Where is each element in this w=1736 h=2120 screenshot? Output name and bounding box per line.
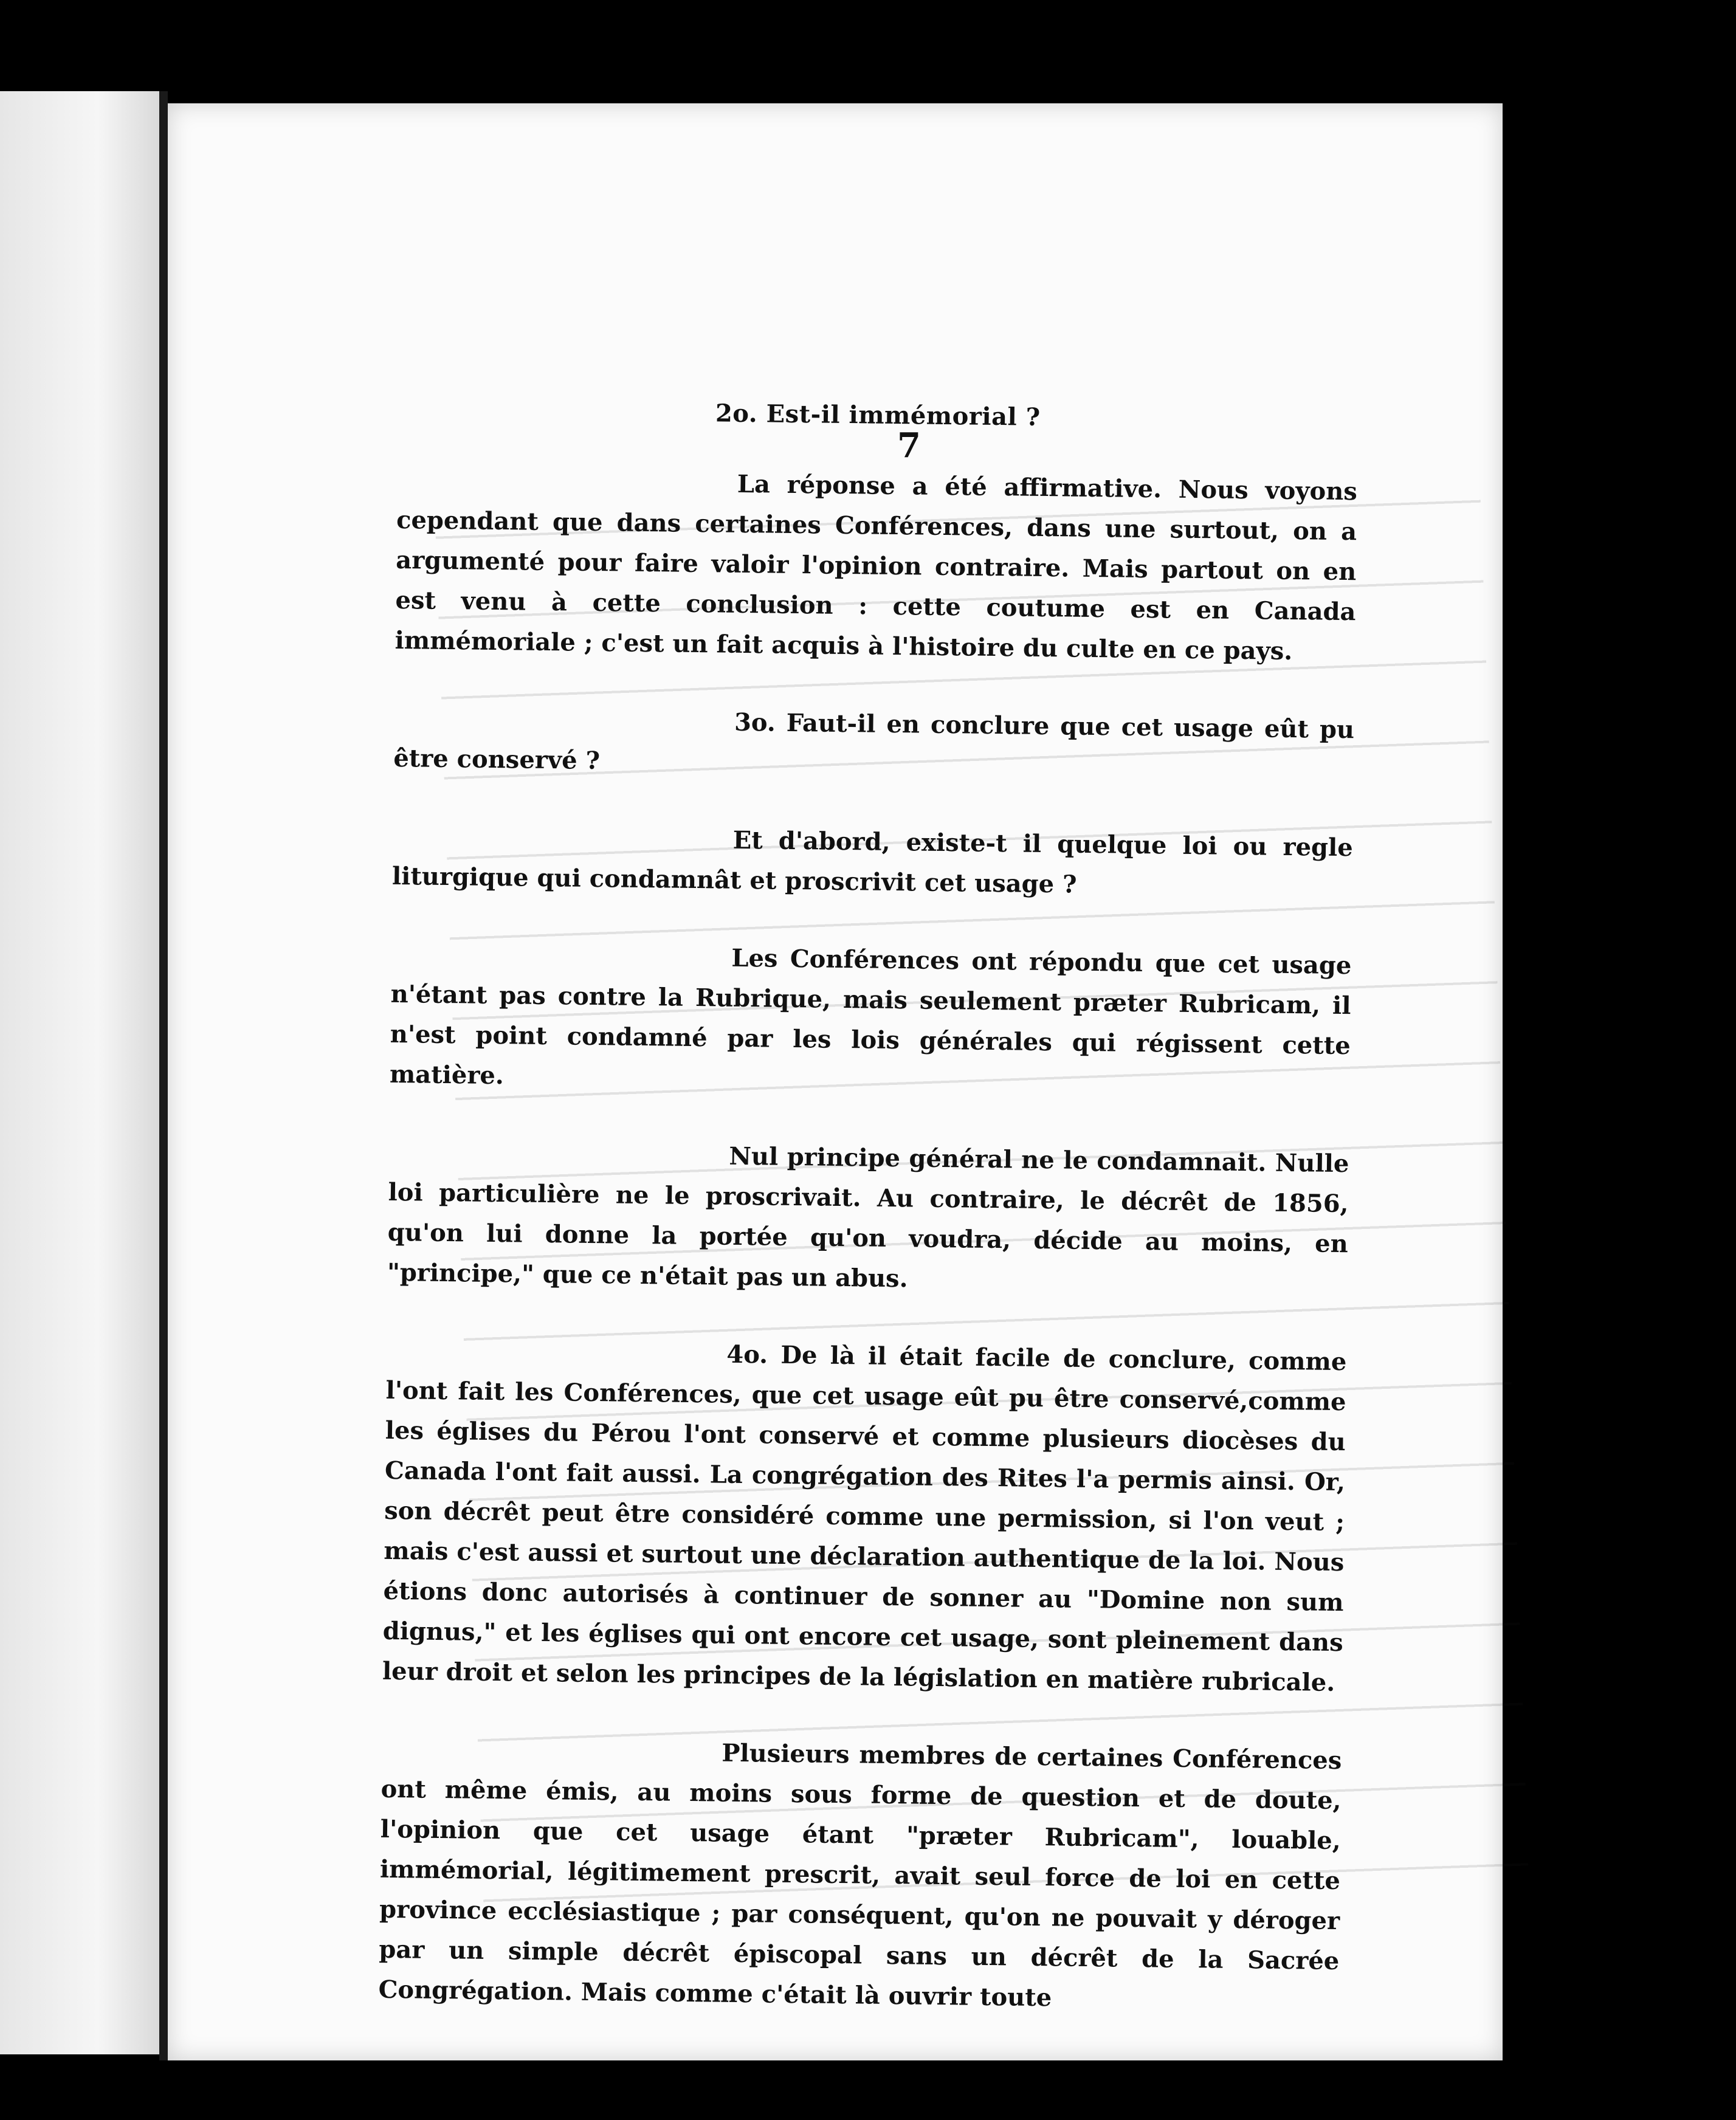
section-heading: 2o. Est-il immémorial ? bbox=[715, 399, 1041, 432]
paragraph-1: La réponse a été affirmative. Nous voyons cependant que dans certaines Conférences, dans une surtout, on a argumenté pour faire valoir l'opinion contraire. Mais partout on en est venu à cette conclusion : cette coutume est en Canada immémoriale ; c'est un fait acquis à l'histoire du culte en ce pays. bbox=[394, 469, 1358, 666]
page-body bbox=[377, 328, 1359, 2059]
paragraph-6: 4o. De là il était facile de conclure, comme l'ont fait les Conférences, que cet usage eût pu être conservé,comme les églises du Pérou l'ont conservé et comme plusieurs diocèses du Canada l'ont fait aussi. La congrégation des Rites l'a permis ainsi. Or, son décrêt peut être considéré comme une permission, si l'on veut ; mais c'est aussi et surtout une déclaration authentique de la loi. Nous étions donc autorisés à continuer de sonner au "Domine non sum dignus," et les églises qui ont encore cet usage, sont pleinement dans leur droit et selon les principes de la législation en matière rubricale. bbox=[382, 1340, 1347, 1697]
page-number: 7 bbox=[897, 425, 921, 466]
paragraph-5: Nul principe général ne le condamnait. Nulle loi particulière ne le proscrivait. Au contraire, le décrêt de 1856, qu'on lui donne la portée qu'on voudra, décide au moins, en "principe," que ce n'était pas un abus. bbox=[387, 1141, 1349, 1293]
book-gutter bbox=[159, 91, 168, 2060]
paragraph-2: 3o. Faut-il en conclure que cet usage eût pu être conservé ? bbox=[393, 707, 1355, 776]
paragraph-7: Plusieurs membres de certaines Conférences ont même émis, au moins sous forme de question et de doute, l'opinion que cet usage étant "præter Rubricam", louable, immémorial, légitimement prescrit, avait seul force de loi en cette province ecclésiastique ; par conséquent, qu'on ne pouvait y déroger par un simple décrêt épiscopal sans un décrêt de la Sacrée Congrégation. Mais comme c'était là ouvrir toute bbox=[378, 1738, 1342, 2012]
paragraph-3: Et d'abord, existe-t il quelque loi ou regle liturgique qui condamnât et proscrivit cet usage ? bbox=[391, 825, 1353, 899]
left-page-edge bbox=[0, 91, 163, 2054]
paragraph-4: Les Conférences ont répondu que cet usage n'étant pas contre la Rubrique, mais seulement præter Rubricam, il n'est point condamné par les lois générales qui régissent cette matière. bbox=[389, 943, 1352, 1090]
book-page bbox=[168, 103, 1503, 2060]
